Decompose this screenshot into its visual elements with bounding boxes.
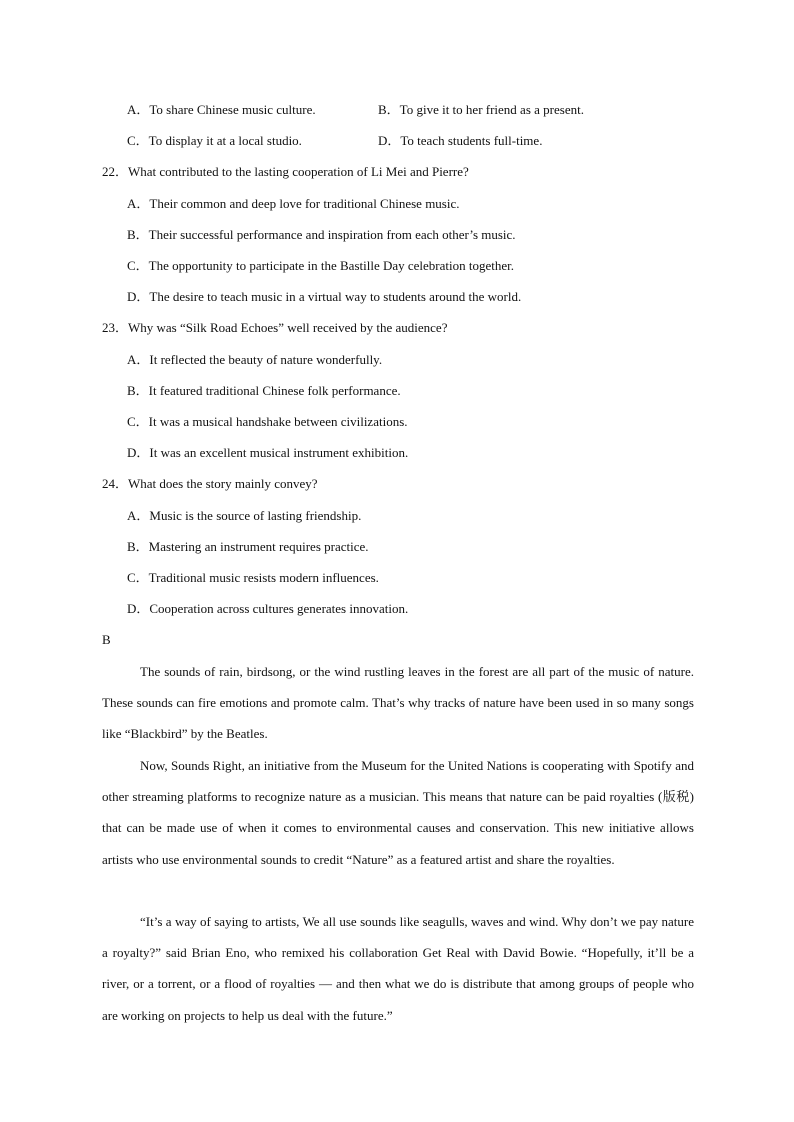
q22-option-a: A．Their common and deep love for traditional Chinese music. (127, 196, 460, 211)
passage-b-paragraph-1: The sounds of rain, birdsong, or the wind rustling leaves in the forest are all part of the music of nature. These sounds can fire emotions and promote calm. That’s why tracks of nature have been used in so many songs like “Blackbird” by the Beatles. (102, 664, 694, 742)
passage-b-paragraph-2: Now, Sounds Right, an initiative from the Museum for the United Nations is cooperating with Spotify and other streaming platforms to recognize nature as a musician. This means that nature can be paid royalties (版税) that can be made use of when it comes to environmental causes and conservation. This new initiative allows artists who use environmental sounds to credit “Nature” as a featured artist and share the royalties. (102, 758, 694, 867)
q21-option-c: C．To display it at a local studio. (127, 133, 302, 148)
q24-option-a: A．Music is the source of lasting friendship. (127, 508, 362, 523)
q23-option-c: C．It was a musical handshake between civilizations. (127, 414, 408, 429)
q21-option-d: D．To teach students full-time. (378, 133, 543, 148)
q21-option-a: A．To share Chinese music culture. (127, 102, 316, 117)
q22-stem: 22．What contributed to the lasting cooperation of Li Mei and Pierre? (102, 164, 469, 179)
q24-option-d: D．Cooperation across cultures generates innovation. (127, 601, 409, 616)
q24-option-c: C．Traditional music resists modern influences. (127, 570, 379, 585)
q21-option-b: B．To give it to her friend as a present. (378, 102, 584, 117)
q23-stem: 23．Why was “Silk Road Echoes” well received by the audience? (102, 320, 448, 335)
q24-option-b: B．Mastering an instrument requires practice. (127, 539, 369, 554)
q23-option-b: B．It featured traditional Chinese folk performance. (127, 383, 401, 398)
q22-option-d: D．The desire to teach music in a virtual way to students around the world. (127, 289, 522, 304)
q22-option-c: C．The opportunity to participate in the Bastille Day celebration together. (127, 258, 515, 273)
passage-b-label: B (102, 632, 111, 647)
q23-option-d: D．It was an excellent musical instrument exhibition. (127, 445, 409, 460)
q23-option-a: A．It reflected the beauty of nature wonderfully. (127, 352, 383, 367)
q24-stem: 24．What does the story mainly convey? (102, 476, 318, 491)
passage-b-paragraph-3: “It’s a way of saying to artists, We all use sounds like seagulls, waves and wind. Why don’t we pay nature a royalty?” said Brian Eno, who remixed his collaboration Get Real with David Bowie. “Hopefully, it’ll be a river, or a torrent, or a flood of royalties — and then what we do is distribute that among groups of people who are working on projects to help us deal with the future.” (102, 914, 694, 1023)
q22-option-b: B．Their successful performance and inspiration from each other’s music. (127, 227, 516, 242)
